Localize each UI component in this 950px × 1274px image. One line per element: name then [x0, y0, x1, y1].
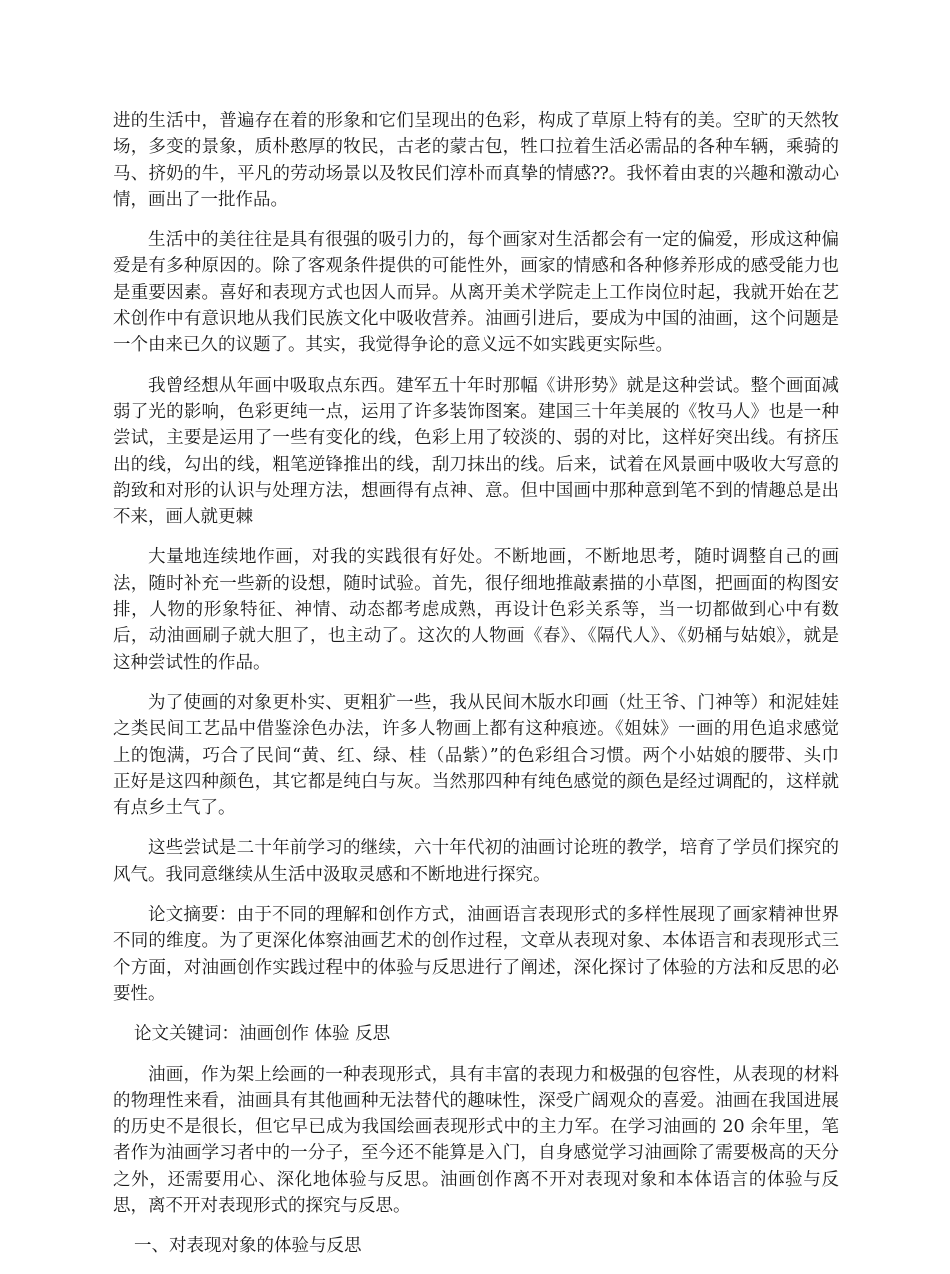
paragraph-keywords: 论文关键词：油画创作 体验 反思: [134, 1024, 391, 1045]
document-body: [113, 108, 839, 1274]
paragraph-introduction: 油画，作为架上绘画的一种表现形式，具有丰富的表现力和极强的包容性，从表现的材料的物理性来看，油画具有其他画种无法替代的趣味性，深受广阔观众的喜爱。油画在我国进展的历史不是很长，但它早已成为我国绘画表现形式中的主力军。在学习油画的 20 余年里，笔者作为油画学习者中的一分子，至今还不能算是入门，自身感觉学习油画除了需要极高的天分之外，还需要用心、深化地体验与反思。油画创作离不开对表现对象和本体语言的体验与反思，离不开对表现形式的探究与反思。: [113, 1064, 839, 1216]
section-heading: 一、对表现对象的体验与反思: [134, 1236, 362, 1257]
paragraph-continuous-painting: 大量地连续地作画，对我的实践很有好处。不断地画，不断地思考，随时调整自己的画法，随时补充一些新的设想，随时试验。首先，很仔细地推敲素描的小草图，把画面的构图安排，人物的形象特征、神情、动态都考虑成熟，再设计色彩关系等，当一切都做到心中有数后，动油画刷子就大胆了，也主动了。这次的人物画《春》、《隔代人》、《奶桶与姑娘》，就是这种尝试性的作品。: [113, 547, 839, 673]
paragraph-new-year-painting: 我曾经想从年画中吸取点东西。建军五十年时那幅《讲形势》就是这种尝试。整个画面减弱了光的影响，色彩更纯一点，运用了许多装饰图案。建国三十年美展的《牧马人》也是一种尝试，主要是运用了一些有变化的线，色彩上用了较淡的、弱的对比，这样好突出线。有挤压出的线，勾出的线，粗笔逆锋推出的线，刮刀抹出的线。后来，试着在风景画中吸收大写意的韵致和对形的认识与处理方法，想画得有点神、意。但中国画中那种意到笔不到的情趣总是出不来，画人就更棘: [113, 375, 839, 528]
paragraph-continuation: 这些尝试是二十年前学习的继续，六十年代初的油画讨论班的教学，培育了学员们探究的风气。我同意继续从生活中汲取灵感和不断地进行探究。: [113, 838, 839, 885]
paragraph-grassland: 进的生活中，普遍存在着的形象和它们呈现出的色彩，构成了草原上特有的美。空旷的天然牧场，多变的景象，质朴憨厚的牧民，古老的蒙古包，牲口拉着生活必需品的各种车辆，乘骑的马、挤奶的牛，平凡的劳动场景以及牧民们淳朴而真挚的情感⁇。我怀着由衷的兴趣和激动心情，画出了一批作品。: [113, 111, 839, 210]
paragraph-preference: 生活中的美往往是具有很强的吸引力的，每个画家对生活都会有一定的偏爱，形成这种偏爱是有多种原因的。除了客观条件提供的可能性外，画家的情感和各种修养形成的感受能力也是重要因素。喜好和表现方式也因人而异。从离开美术学院走上工作岗位时起，我就开始在艺术创作中有意识地从我们民族文化中吸收营养。油画引进后，要成为中国的油画，这个问题是一个由来已久的议题了。其实，我觉得争论的意义远不如实践更实际些。: [113, 230, 839, 356]
paragraph-folk-colors: 为了使画的对象更朴实、更粗犷一些，我从民间木版水印画（灶王爷、门神等）和泥娃娃之类民间工艺品中借鉴涂色办法，许多人物画上都有这种痕迹。《姐妹》一画的用色追求感觉上的饱满，巧合了民间“黄、红、绿、桂（品紫）”的色彩组合习惯。两个小姑娘的腰带、头巾正好是这四种颜色，其它都是纯白与灰。当然那四种有纯色感觉的颜色是经过调配的，这样就有点乡土气了。: [113, 692, 839, 819]
paragraph-abstract: 论文摘要：由于不同的理解和创作方式，油画语言表现形式的多样性展现了画家精神世界不同的维度。为了更深化体察油画艺术的创作过程，文章从表现对象、本体语言和表现形式三个方面，对油画创作实践过程中的体验与反思进行了阐述，深化探讨了体验的方法和反思的必要性。: [113, 905, 839, 1004]
